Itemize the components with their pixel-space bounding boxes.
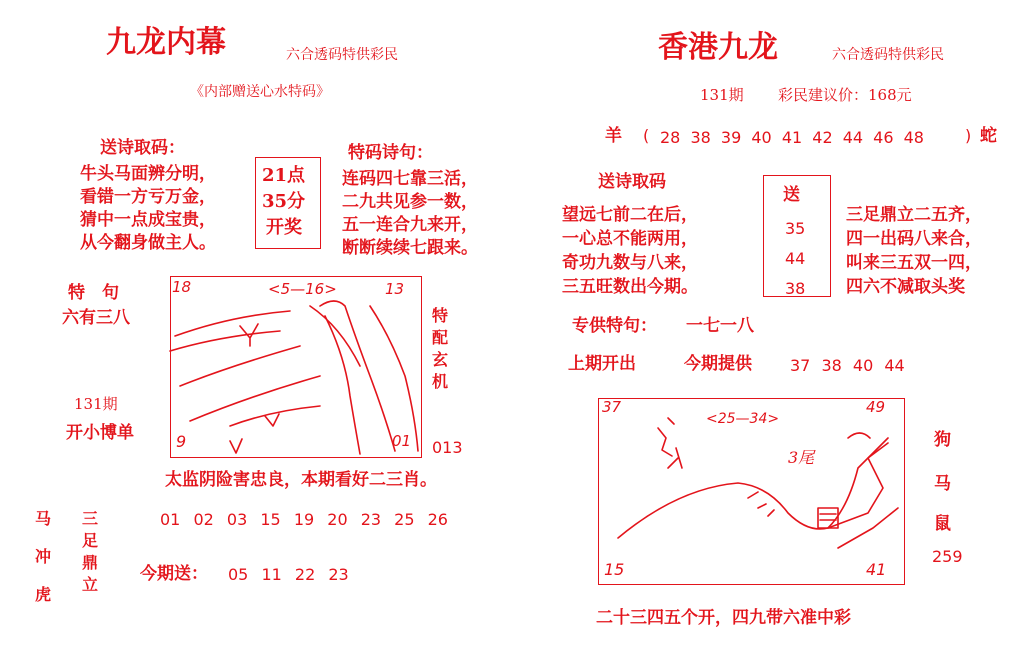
left-sketch-top-left: 18 [172, 278, 192, 296]
tepei-number: 013 [432, 438, 463, 457]
poem-line: 连码四七靠三活， [342, 169, 478, 189]
right-poem [562, 203, 698, 299]
left-issue-action: 开小博单 [66, 423, 134, 443]
number: 15 [260, 510, 281, 529]
right-subtitle: 六合透码特供彩民 [832, 47, 944, 63]
right-title: 香港九龙 [658, 30, 778, 65]
zodiac-left: 马冲虎 [34, 509, 51, 604]
draw-time-minute: 35分 [262, 191, 306, 212]
draw-time-hour: 21点 [262, 165, 306, 186]
left-poem-header: 送诗取码： [100, 138, 185, 158]
she-label: 蛇 [980, 126, 997, 146]
zodiac-dog: 狗 [934, 430, 951, 450]
left-sketch-drawing [170, 276, 422, 458]
right-sketch-range: <25—34> [706, 411, 780, 427]
poem-line: 一心总不能两用， [562, 229, 698, 249]
teju-label: 特 句 [68, 283, 119, 303]
poem-line: 望远七前二在后， [562, 205, 698, 225]
poem-line: 牛头马面辨分明， [80, 164, 216, 184]
special-poem [342, 168, 478, 260]
poem-line: 断断续续七跟来。 [342, 238, 478, 258]
number: 03 [226, 510, 248, 529]
left-number-list [160, 512, 448, 528]
special-poem-header: 特码诗句： [348, 143, 433, 163]
number: 44 [842, 128, 864, 147]
number: 41 [781, 128, 803, 147]
zodiac-rat: 鼠 [934, 514, 951, 534]
poem-line: 三五旺数出今期。 [562, 277, 698, 297]
poem-line: 叫来三五双一四， [846, 253, 982, 273]
poem-line: 四一出码八来合， [846, 229, 982, 249]
number: 40 [852, 356, 874, 375]
today-number-list [228, 567, 349, 583]
left-note: 《内部赠送心水特码》 [190, 84, 330, 100]
poem-line: 二九共见参一数， [342, 192, 478, 212]
teju-value: 六有三八 [62, 308, 130, 328]
yang-label: 羊 [605, 126, 622, 146]
sanzu-label: 三足鼎立 [81, 509, 98, 594]
draw-time-label: 开奖 [266, 217, 302, 238]
number: 44 [785, 249, 806, 268]
number: 22 [294, 565, 316, 584]
number: 20 [327, 510, 348, 529]
tepei-label: 特配玄机 [431, 306, 448, 391]
number: 42 [812, 128, 833, 147]
yang-paren-close: ) [965, 126, 972, 145]
right-poem-header: 送诗取码 [598, 172, 666, 192]
right-side-poem [846, 203, 982, 299]
number: 23 [360, 510, 382, 529]
right-sketch-top-right: 49 [866, 398, 886, 416]
number: 38 [785, 279, 806, 298]
left-title: 九龙内幕 [106, 25, 226, 60]
poem-line: 从今翻身做主人。 [80, 233, 216, 253]
right-sketch-bottom-left: 15 [604, 560, 625, 579]
number: 11 [261, 565, 282, 584]
special-label: 专供特句： [572, 316, 657, 336]
number: 38 [690, 128, 711, 147]
number: 38 [821, 356, 842, 375]
left-poem [80, 163, 216, 255]
send-number-list [785, 214, 805, 304]
right-sketch-mid: 3尾 [788, 448, 815, 467]
poem-line: 五一连合九来开， [342, 215, 478, 235]
provide-label: 今期提供 [684, 354, 752, 374]
number: 23 [328, 565, 349, 584]
left-sketch-range: <5—16> [268, 280, 337, 298]
left-sketch-bottom-left: 9 [176, 432, 187, 451]
price-label: 彩民建议价：168元 [778, 86, 912, 104]
provide-number-list [790, 358, 905, 374]
number: 19 [293, 510, 315, 529]
number: 35 [785, 219, 806, 238]
number: 25 [394, 510, 415, 529]
number: 26 [427, 510, 448, 529]
last-label: 上期开出 [568, 354, 636, 374]
right-issue: 131期 [700, 86, 744, 104]
number: 44 [884, 356, 905, 375]
number: 37 [790, 356, 811, 375]
number: 05 [228, 565, 249, 584]
left-caption: 太监阴险害忠良，本期看好二三肖。 [165, 470, 437, 490]
number: 28 [660, 128, 681, 147]
special-value: 一七一八 [686, 316, 754, 336]
poem-line: 猜中一点成宝贵， [80, 210, 216, 230]
number: 40 [751, 128, 772, 147]
number: 39 [720, 128, 742, 147]
right-caption: 二十三四五个开，四九带六准中彩 [596, 608, 851, 628]
poem-line: 四六不减取头奖 [846, 277, 965, 297]
yang-paren-open: ( [643, 126, 650, 145]
today-label: 今期送： [140, 564, 208, 584]
number: 02 [193, 510, 214, 529]
right-side-number: 259 [932, 547, 963, 566]
number: 01 [160, 510, 181, 529]
right-sketch-bottom-right: 41 [866, 560, 887, 579]
zodiac-horse: 马 [934, 474, 951, 494]
send-label: 送 [783, 185, 800, 205]
right-sketch-top-left: 37 [602, 398, 622, 416]
left-sketch-bottom-right: 01 [392, 432, 412, 450]
left-subtitle: 六合透码特供彩民 [286, 47, 398, 63]
poem-line: 奇功九数与八来， [562, 253, 698, 273]
draw-time [262, 163, 305, 241]
poem-line: 看错一方亏万金， [80, 187, 216, 207]
number: 46 [873, 128, 894, 147]
number: 48 [903, 128, 924, 147]
yang-number-list [660, 130, 924, 146]
poem-line: 三足鼎立二五齐， [846, 205, 982, 225]
left-sketch-top-right: 13 [385, 280, 405, 298]
left-issue: 131期 [74, 395, 118, 413]
